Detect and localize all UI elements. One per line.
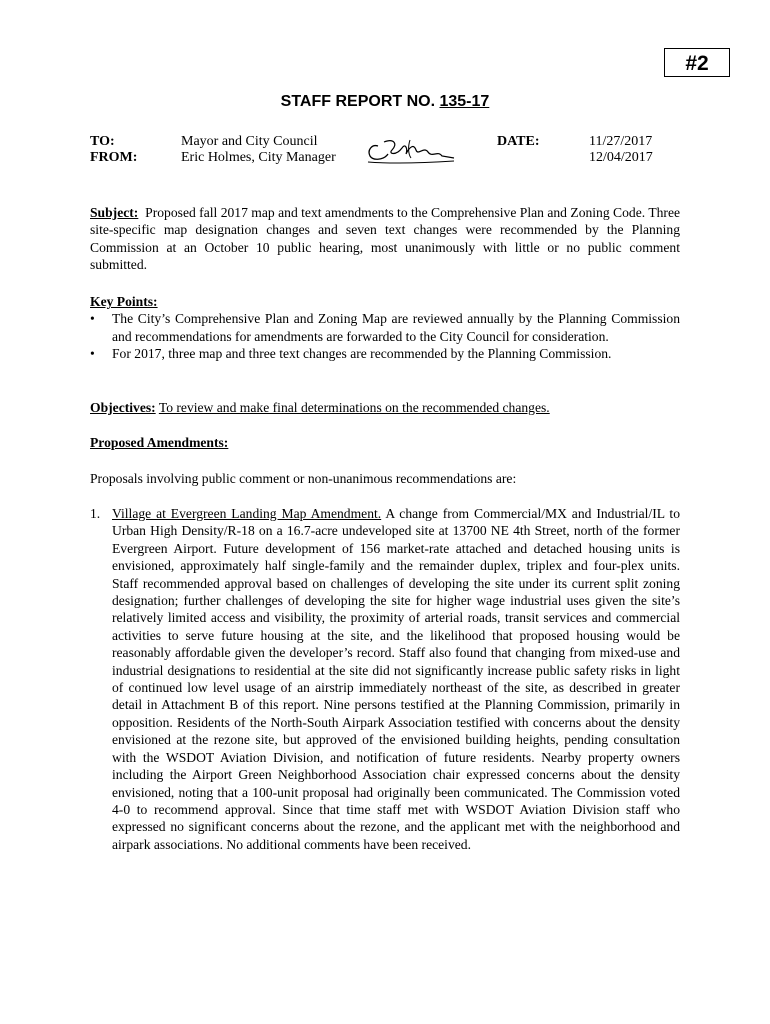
key-point-item [90,345,680,362]
objectives-label: Objectives: [90,400,156,415]
date-1: 11/27/2017 [589,134,653,149]
amendment-text: A change from Commercial/MX and Industrial/IL to Urban High Density/R-18 on a 16.7-acre undeveloped site at 13700 NE 4th Street, north of the former Evergreen Airport. Future development of 156 market-rate attached and detached housing units is envisioned, approximately half single-family and the remainder duplex, triplex and four-plex units. Staff recommended approval based on challenges of developing the site under its current split zoning designation; further challenges of developing the site for higher wage industrial uses given the site’s relatively limited access and visibility, the proximity of arterial roads, transit services and commercial activities to serve future housing at the site, and the likelihood that proposed housing would be reasonably affordable given the developer’s record. Staff also found that changing from mixed-use and industrial designations to residential at the site did not significantly increase public safety risks in light of continued low level usage of an airstrip immediately northeast of the site, as described in greater detail in Attachment B of this report. Nine persons testified at the Planning Commission, primarily in opposition. Residents of the North-South Airpark Association testified with concerns about the density envisioned at the rezone site, but approved of the envisioned building heights, pending consultation with the WSDOT Aviation Division, and notification of future residents. Nearby property owners including the Airport Green Neighborhood Association chair expressed concerns about the density envisioned, noting that a 100-unit proposal had originally been communicated. The Commission voted 4-0 to recommend approval. Since that time staff met with WSDOT Aviation Division staff who expressed no significant concerns about the rezone, and the applicant met with the neighborhood and airpark associations. No additional comments have been received. [112,506,680,852]
from-label: FROM: [90,150,138,165]
to-value: Mayor and City Council [181,134,318,149]
key-points-section [90,293,680,363]
to-label: TO: [90,134,115,149]
amendment-title: Village at Evergreen Landing Map Amendment. [112,506,382,521]
page-title [0,93,770,111]
subject-text: Proposed fall 2017 map and text amendments to the Comprehensive Plan and Zoning Code. Three site-specific map designation changes and seven text changes were recommended by the Planning Commission at an October 10 public hearing, most unanimously with little or no public comment submitted. [90,205,681,273]
key-point-text: For 2017, three map and three text changes are recommended by the Planning Commission. [112,346,612,362]
date-2: 12/04/2017 [589,150,653,165]
key-point-text: The City’s Comprehensive Plan and Zoning Map are reviewed annually by the Planning Commission and recommendations for amendments are forwarded to the City Council for consideration. [112,311,680,344]
signature-image [364,134,456,168]
document-tag: #2 [664,48,730,77]
objectives-text: To review and make final determinations on the recommended changes. [158,400,550,415]
proposed-intro: Proposals involving public comment or non-unanimous recommendations are: [90,471,517,486]
title-prefix: STAFF REPORT NO. [280,93,440,110]
key-points-heading: Key Points: [90,294,158,309]
report-number: 135-17 [439,93,490,110]
date-label: DATE: [497,134,540,149]
amendment-item [90,505,680,853]
bullet-icon: • [90,311,95,327]
proposed-heading: Proposed Amendments: [90,435,229,450]
objectives-paragraph [90,399,680,416]
subject-label: Subject: [90,205,139,220]
item-number: 1. [90,506,101,521]
subject-paragraph [90,204,680,274]
from-value: Eric Holmes, City Manager [181,150,336,165]
bullet-icon: • [90,346,95,362]
key-point-item [90,310,680,345]
